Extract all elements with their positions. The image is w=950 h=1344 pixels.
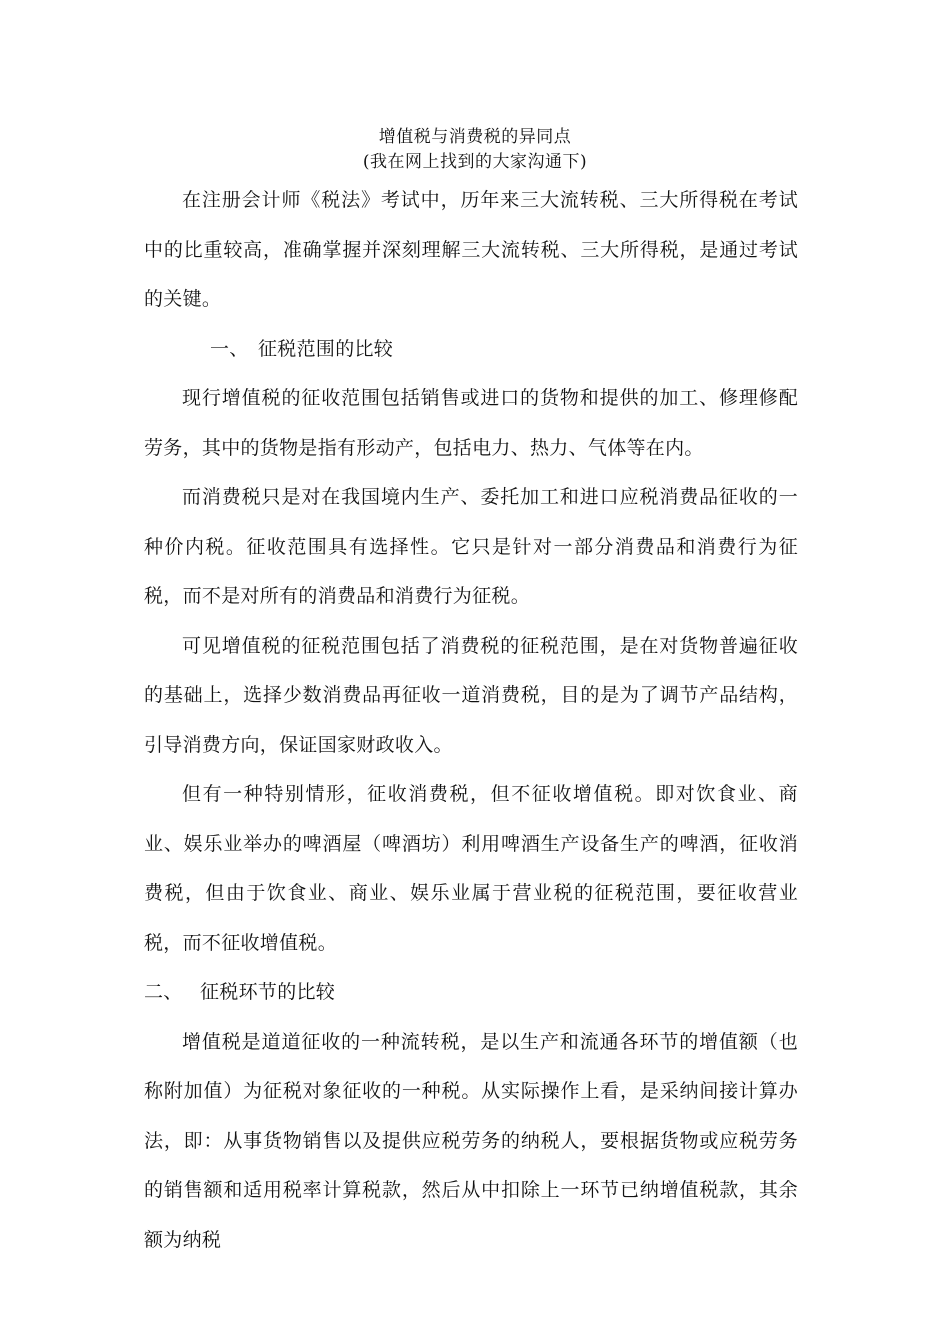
section-1-paragraph: 现行增值税的征收范围包括销售或进口的货物和提供的加工、修理修配劳务，其中的货物是指有形动产，包括电力、热力、气体等在内。 [144,387,798,459]
section-1-title: 征税范围的比较 [258,337,394,360]
document-title: 增值税与消费税的异同点 [378,127,572,147]
section-2-paragraph: 增值税是道道征收的一种流转税，是以生产和流通各环节的增值额（也称附加值）为征税对象征收的一种税。从实际操作上看，是采纳间接计算办法，即：从事货物销售以及提供应税劳务的纳税人，要根据货物或应税劳务的销售额和适用税率计算税款，然后从中扣除上一环节已纳增值税款，其余额为纳税 [144,1030,798,1251]
section-2-number: 二、 [144,981,183,1003]
document-body [144,176,798,1265]
section-1-paragraph: 可见增值税的征税范围包括了消费税的征税范围，是在对货物普遍征收的基础上，选择少数消费品再征收一道消费税，目的是为了调节产品结构，引导消费方向，保证国家财政收入。 [144,634,798,756]
section-1-heading [144,325,798,375]
section-2-heading [144,968,798,1018]
intro-paragraph: 在注册会计师《税法》考试中，历年来三大流转税、三大所得税在考试中的比重较高，准确掌握并深刻理解三大流转税、三大所得税，是通过考试的关键。 [144,189,798,310]
document-subtitle: (我在网上找到的大家沟通下) [362,152,588,172]
section-1-number: 一、 [210,337,249,360]
section-1-paragraph: 但有一种特别情形，征收消费税，但不征收增值税。即对饮食业、商业、娱乐业举办的啤酒屋（啤酒坊）利用啤酒生产设备生产的啤酒，征收消费税，但由于饮食业、商业、娱乐业属于营业税的征税范围，要征收营业税，而不征收增值税。 [144,783,798,954]
section-1-paragraph: 而消费税只是对在我国境内生产、委托加工和进口应税消费品征收的一种价内税。征收范围具有选择性。它只是针对一部分消费品和消费行为征税，而不是对所有的消费品和消费行为征税。 [144,486,798,607]
section-2-title: 征税环节的比较 [200,981,336,1003]
